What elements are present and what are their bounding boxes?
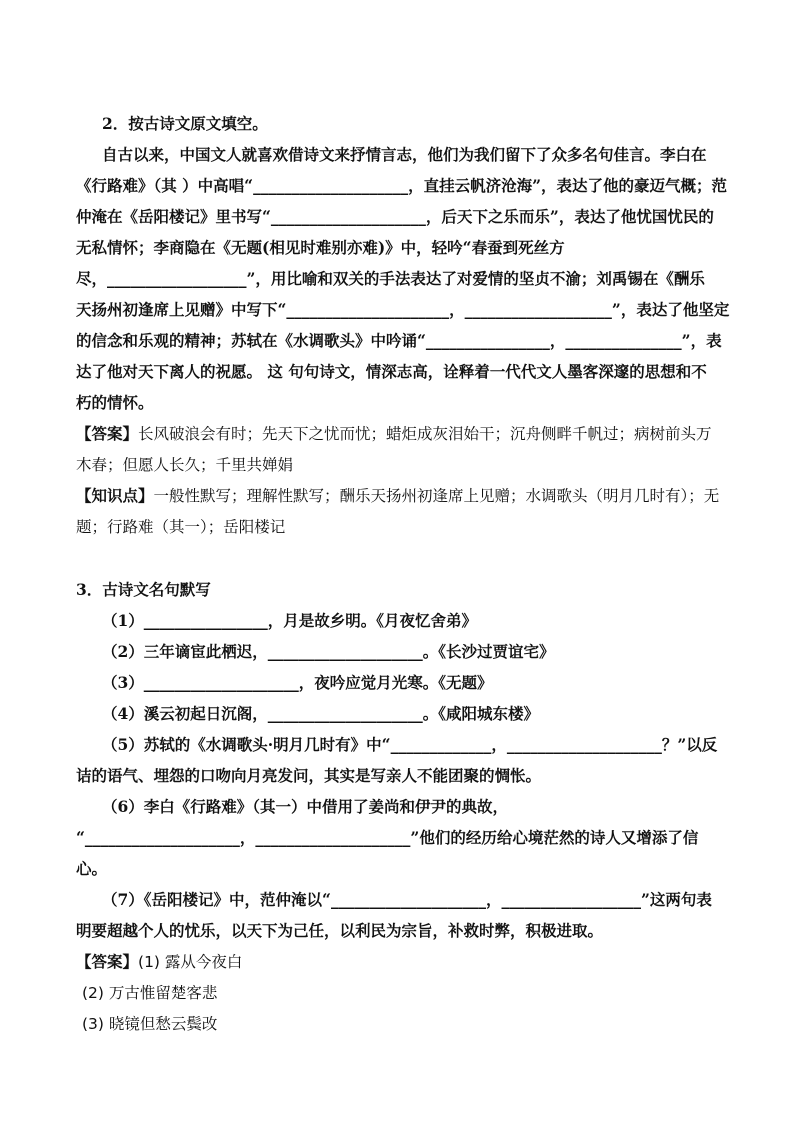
q3-item-7-cont: 明要超越个人的忧乐，以天下为己任，以利民为宗旨，补救时弊，积极进取。 — [76, 921, 604, 940]
q2-line-7: 的信念和乐观的精神；苏轼在《水调歌头》中吟诵“________________，_______________”，表 — [76, 331, 722, 350]
q3-item-5: （5）苏轼的《水调歌头·明月几时有》中“_____________，____________________？”以反 — [102, 735, 718, 754]
knowledge-label: 【知识点】 — [76, 486, 154, 505]
q3-item-6: （6）李白《行路难》（其一）中借用了姜尚和伊尹的典故， — [102, 797, 509, 816]
q2-line-6: 天扬州初逢席上见赠》中写下“_____________________，___________________”，表达了他坚定 — [76, 300, 730, 319]
q3-answer-2: (2) 万古惟留楚客悲 — [82, 984, 218, 1002]
q3-answer-3: (3) 晓镜但愁云鬓改 — [82, 1015, 218, 1033]
q2-line-5: 尽，__________________”，用比喻和双关的手法表达了对爱情的坚贞不渝；刘禹锡在《酬乐 — [76, 269, 705, 288]
q2-line-4: 无私情怀；李商隐在《无题(相见时难别亦难)》中，轻吟“春蚕到死丝方 — [76, 238, 565, 257]
q2-answer-cont: 木春；但愿人长久；千里共婵娟 — [76, 456, 294, 474]
answer-text: (1) 露从今夜白 — [138, 953, 243, 971]
q2-knowledge — [76, 486, 744, 506]
answer-label: 【答案】 — [76, 424, 139, 443]
q3-item-4: （4）溪云初起日沉阁，____________________。《咸阳城东楼》 — [102, 704, 540, 723]
q2-knowledge-cont: 题；行路难（其一）；岳阳楼记 — [76, 518, 286, 536]
q3-item-6-cont: “____________________，____________________”他们的经历给心境茫然的诗人又增添了信 — [76, 828, 699, 847]
q3-item-7: （7）《岳阳楼记》中，范仲淹以“____________________，__________________”这两句表 — [102, 890, 712, 909]
q3-item-5-cont: 诘的语气、埋怨的口吻向月亮发问，其实是写亲人不能团聚的惆怅。 — [76, 766, 542, 785]
answer-label: 【答案】 — [76, 952, 139, 971]
q3-item-2: （2）三年谪宦此栖迟，____________________。《长沙过贾谊宅》 — [102, 642, 555, 661]
answer-text: 长风破浪会有时；先天下之忧而忧；蜡炬成灰泪始干；沉舟侧畔千帆过；病树前头万 — [138, 425, 712, 443]
knowledge-text: 一般性默写；理解性默写；酬乐天扬州初逢席上见赠；水调歌头（明月几时有）；无 — [153, 487, 720, 505]
q2-line-1: 自古以来，中国文人就喜欢借诗文来抒情言志，他们为我们留下了众多名句佳言。李白在 — [102, 145, 707, 164]
q2-line-3: 仲淹在《岳阳楼记》里书写“____________________，后天下之乐而乐”，表达了他忧国忧民的 — [76, 207, 714, 226]
q2-line-8: 达了他对天下离人的祝愿。 这 句句诗文，情深志高，诠释着一代代文人墨客深邃的思想和不 — [76, 362, 707, 381]
q2-answer — [76, 424, 744, 444]
q2-line-2: 《行路难》（其 ）中高唱“____________________，直挂云帆济沧海”，表达了他的豪迈气概；范 — [76, 176, 727, 195]
q3-item-3: （3）____________________，夜吟应觉月光寒。《无题》 — [102, 673, 493, 692]
q2-line-9: 朽的情怀。 — [76, 393, 154, 412]
question-3-title: 3．古诗文名句默写 — [76, 580, 211, 599]
q3-answer — [76, 952, 744, 972]
q3-item-1: （1）________________，月是故乡明。《月夜忆舍弟》 — [102, 611, 478, 630]
q3-item-6-end: 心。 — [76, 859, 108, 878]
question-2-title: 2．按古诗文原文填空。 — [102, 114, 268, 133]
